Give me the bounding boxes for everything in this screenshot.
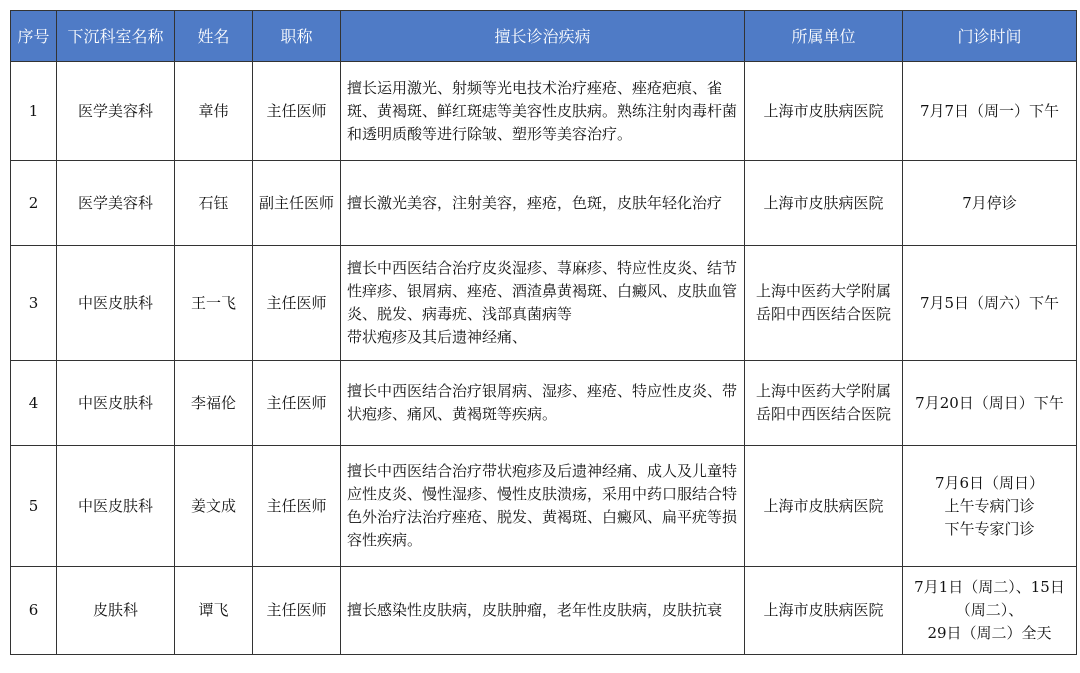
cell-name: 石钰: [175, 161, 253, 246]
header-index: 序号: [11, 11, 57, 62]
cell-specialty: 擅长感染性皮肤病，皮肤肿瘤，老年性皮肤病，皮肤抗衰: [341, 567, 745, 655]
time-line: 上午专病门诊: [944, 496, 1035, 515]
time-line: 7月20日（周日）下午: [915, 393, 1064, 412]
cell-index: 6: [11, 567, 57, 655]
clinic-schedule-table: [10, 10, 1077, 655]
table-header-row: [11, 11, 1077, 62]
cell-time: [903, 62, 1077, 161]
unit-line: 上海市皮肤病医院: [763, 496, 884, 515]
cell-department: 医学美容科: [57, 62, 175, 161]
table-row: [11, 62, 1077, 161]
time-line: 7月6日（周日）: [934, 473, 1045, 492]
cell-unit: [745, 62, 903, 161]
table-row: [11, 246, 1077, 361]
unit-line: 岳阳中西医结合医院: [755, 405, 891, 423]
cell-time: [903, 246, 1077, 361]
specialty-line: 带状疱疹及其后遗神经痛、: [347, 328, 528, 346]
cell-unit: [745, 446, 903, 567]
unit-line: 上海市皮肤病医院: [763, 601, 884, 619]
unit-line: 上海市皮肤病医院: [763, 193, 884, 212]
table-row: [11, 567, 1077, 655]
cell-title: 主任医师: [253, 446, 341, 567]
header-unit: 所属单位: [745, 11, 903, 62]
header-name: 姓名: [175, 11, 253, 62]
cell-title: 副主任医师: [253, 161, 341, 246]
cell-name: 姜文成: [175, 446, 253, 567]
cell-unit: [745, 161, 903, 246]
cell-time: [903, 567, 1077, 655]
header-specialty: 擅长诊治疾病: [341, 11, 745, 62]
cell-time: [903, 446, 1077, 567]
header-department: 下沉科室名称: [57, 11, 175, 62]
cell-department: 中医皮肤科: [57, 361, 175, 446]
header-time: 门诊时间: [903, 11, 1077, 62]
time-line: 7月7日（周一）下午: [919, 101, 1060, 120]
cell-index: 2: [11, 161, 57, 246]
time-line: 下午专家门诊: [944, 519, 1035, 538]
cell-name: 王一飞: [175, 246, 253, 361]
cell-specialty: 擅长运用激光、射频等光电技术治疗痤疮、痤疮疤痕、雀斑、黄褐斑、鲜红斑痣等美容性皮肤病。熟练注射肉毒杆菌和透明质酸等进行除皱、塑形等美容治疗。: [341, 62, 745, 161]
unit-line: 上海中医药大学附属: [755, 382, 891, 400]
cell-index: 1: [11, 62, 57, 161]
table-row: [11, 361, 1077, 446]
time-line: 7月停诊: [962, 193, 1017, 212]
cell-specialty: [341, 246, 745, 361]
cell-specialty: 擅长中西医结合治疗银屑病、湿疹、痤疮、特应性皮炎、带状疱疹、痛风、黄褐斑等疾病。: [341, 361, 745, 446]
cell-unit: [745, 246, 903, 361]
cell-title: 主任医师: [253, 361, 341, 446]
cell-department: 医学美容科: [57, 161, 175, 246]
cell-department: 中医皮肤科: [57, 246, 175, 361]
cell-department: 皮肤科: [57, 567, 175, 655]
table-row: [11, 161, 1077, 246]
cell-index: 3: [11, 246, 57, 361]
cell-title: 主任医师: [253, 246, 341, 361]
cell-name: 章伟: [175, 62, 253, 161]
cell-unit: [745, 361, 903, 446]
header-title: 职称: [253, 11, 341, 62]
time-line: 29日（周二）全天: [927, 624, 1052, 642]
cell-title: 主任医师: [253, 62, 341, 161]
cell-name: 李福伦: [175, 361, 253, 446]
cell-specialty: 擅长激光美容，注射美容，痤疮，色斑，皮肤年轻化治疗: [341, 161, 745, 246]
cell-time: [903, 361, 1077, 446]
cell-name: 谭飞: [175, 567, 253, 655]
time-line: 7月1日（周二）、15日: [914, 578, 1065, 596]
cell-time: [903, 161, 1077, 246]
cell-unit: [745, 567, 903, 655]
cell-specialty: 擅长中西医结合治疗带状疱疹及后遗神经痛、成人及儿童特应性皮炎、慢性湿疹、慢性皮肤溃疡，采用中药口服结合特色外治疗法治疗痤疮、脱发、黄褐斑、白癜风、扁平疣等损容性疾病。: [341, 446, 745, 567]
time-line: 7月5日（周六）下午: [919, 293, 1060, 312]
unit-line: 岳阳中西医结合医院: [755, 305, 891, 323]
table-row: [11, 446, 1077, 567]
cell-index: 5: [11, 446, 57, 567]
unit-line: 上海中医药大学附属: [755, 282, 891, 300]
cell-title: 主任医师: [253, 567, 341, 655]
unit-line: 上海市皮肤病医院: [763, 101, 884, 120]
time-line: （周二）、: [955, 601, 1024, 619]
cell-index: 4: [11, 361, 57, 446]
cell-department: 中医皮肤科: [57, 446, 175, 567]
specialty-line: 擅长中西医结合治疗皮炎湿疹、荨麻疹、特应性皮炎、结节性痒疹、银屑病、痤疮、酒渣鼻黄褐斑、白癜风、皮肤血管炎、脱发、病毒疣、浅部真菌病等: [347, 259, 738, 323]
